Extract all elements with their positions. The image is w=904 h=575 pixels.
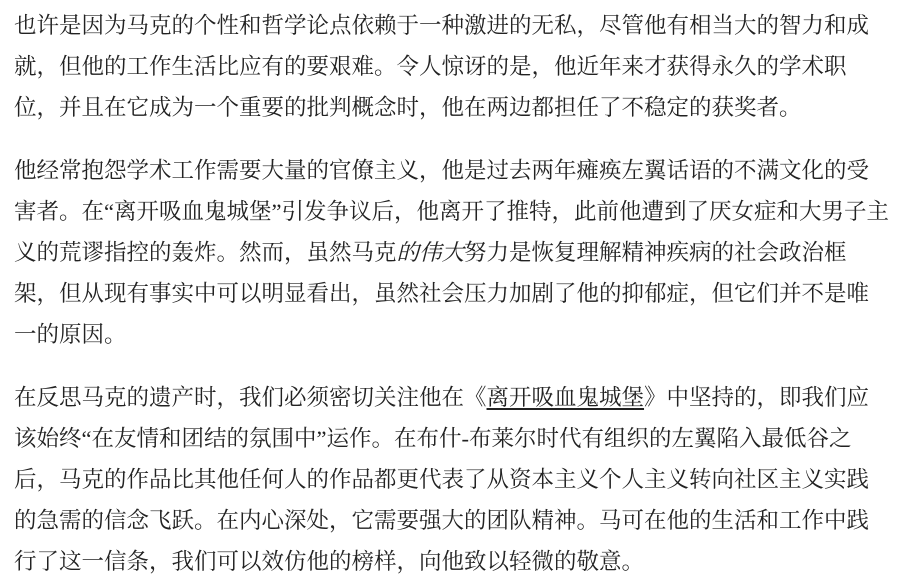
text-segment: 他经常抱怨学术工作需要大量的官僚主义，他是过去两年瘫痪左翼话语的不满文化的受害者。在“离开吸血鬼城堡”引发争议后，他离开了推特，此前他遭到了厌女症和大男子主义的荒谬指控的轰炸。然而，虽然马克 <box>14 158 889 265</box>
text-segment: 也许是因为马克的个性和哲学论点依赖于一种激进的无私，尽管他有相当大的智力和成就，但他的工作生活比应有的要艰难。令人惊讶的是，他近年来才获得永久的学术职位，并且在它成为一个重要的批判概念时，他在两边都担任了不稳定的获奖者。 <box>14 13 870 120</box>
book-title-text: 离开吸血鬼城堡 <box>486 385 645 410</box>
paragraph <box>14 377 890 575</box>
paragraph <box>14 5 890 128</box>
paragraph <box>14 150 890 355</box>
text-segment: 努力是恢复理解精神疾病的社会政治框架，但从现有事实中可以明显看出，虽然社会压力加剧了他的抑郁症，但它们并不是唯一的原因。 <box>14 240 870 347</box>
article-body <box>14 5 890 575</box>
text-segment: 》中坚持的，即我们应该始终“在友情和团结的氛围中”运作。在布什-布莱尔时代有组织的左翼陷入最低谷之后，马克的作品比其他任何人的作品都更代表了从资本主义个人主义转向社区主义实践的急需的信念飞跃。在内心深处，它需要强大的团队精神。马可在他的生活和工作中践行了这一信条，我们可以效仿他的榜样，向他致以轻微的敬意。 <box>14 385 870 574</box>
text-segment: 的伟大 <box>396 240 465 265</box>
text-segment: 在反思马克的遗产时，我们必须密切关注他在《 <box>14 385 487 410</box>
